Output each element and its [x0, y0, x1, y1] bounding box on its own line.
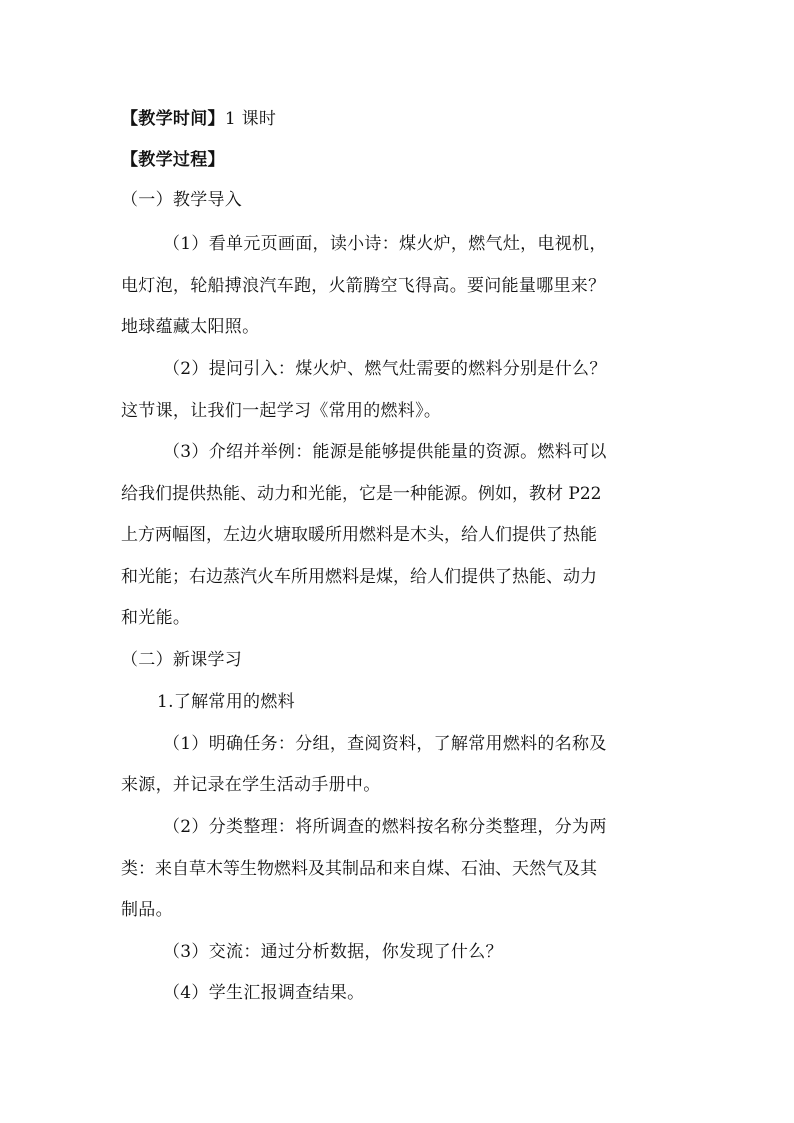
- p3-line2: 给我们提供热能、动力和光能，它是一种能源。例如，教材 P22: [121, 484, 602, 504]
- p3-line1: （3）介绍并举例：能源是能够提供能量的资源。燃料可以: [163, 442, 607, 462]
- q2-line2: 类：来自草木等生物燃料及其制品和来自煤、石油、天然气及其: [121, 859, 597, 879]
- teaching-time-value: 1 课时: [224, 109, 277, 129]
- p1-line1: （1）看单元页画面，读小诗：煤火炉，燃气灶，电视机，: [163, 234, 607, 254]
- teaching-time-label: 【教学时间】: [121, 109, 225, 129]
- p3-line5: 和光能。: [121, 608, 191, 628]
- section2-title: （二）新课学习: [121, 650, 243, 670]
- p3-line4: 和光能；右边蒸汽火车所用燃料是煤，给人们提供了热能、动力: [121, 567, 597, 587]
- q2-line3: 制品。: [121, 900, 173, 920]
- q1-line2: 来源，并记录在学生活动手册中。: [121, 775, 381, 795]
- q2-line1: （2）分类整理：将所调查的燃料按名称分类整理，分为两: [163, 817, 607, 837]
- teaching-process-label: 【教学过程】: [121, 150, 225, 170]
- section1-title: （一）教学导入: [121, 190, 243, 210]
- p3-line3: 上方两幅图，左边火塘取暖所用燃料是木头，给人们提供了热能: [121, 525, 597, 545]
- p1-line2: 电灯泡，轮船搏浪汽车跑，火箭腾空飞得高。要问能量哪里来？: [121, 276, 606, 296]
- subsection1-title: 1.了解常用的燃料: [157, 692, 295, 712]
- q1-line1: （1）明确任务：分组，查阅资料，了解常用燃料的名称及: [163, 734, 607, 754]
- p2-line1: （2）提问引入：煤火炉、燃气灶需要的燃料分别是什么？: [163, 359, 607, 379]
- q3-line1: （3）交流：通过分析数据，你发现了什么？: [163, 942, 503, 962]
- q4-line1: （4）学生汇报调查结果。: [163, 983, 365, 1003]
- p1-line3: 地球蕴藏太阳照。: [121, 317, 260, 337]
- teaching-time-line: [121, 108, 276, 130]
- p2-line2: 这节课，让我们一起学习《常用的燃料》。: [121, 401, 442, 421]
